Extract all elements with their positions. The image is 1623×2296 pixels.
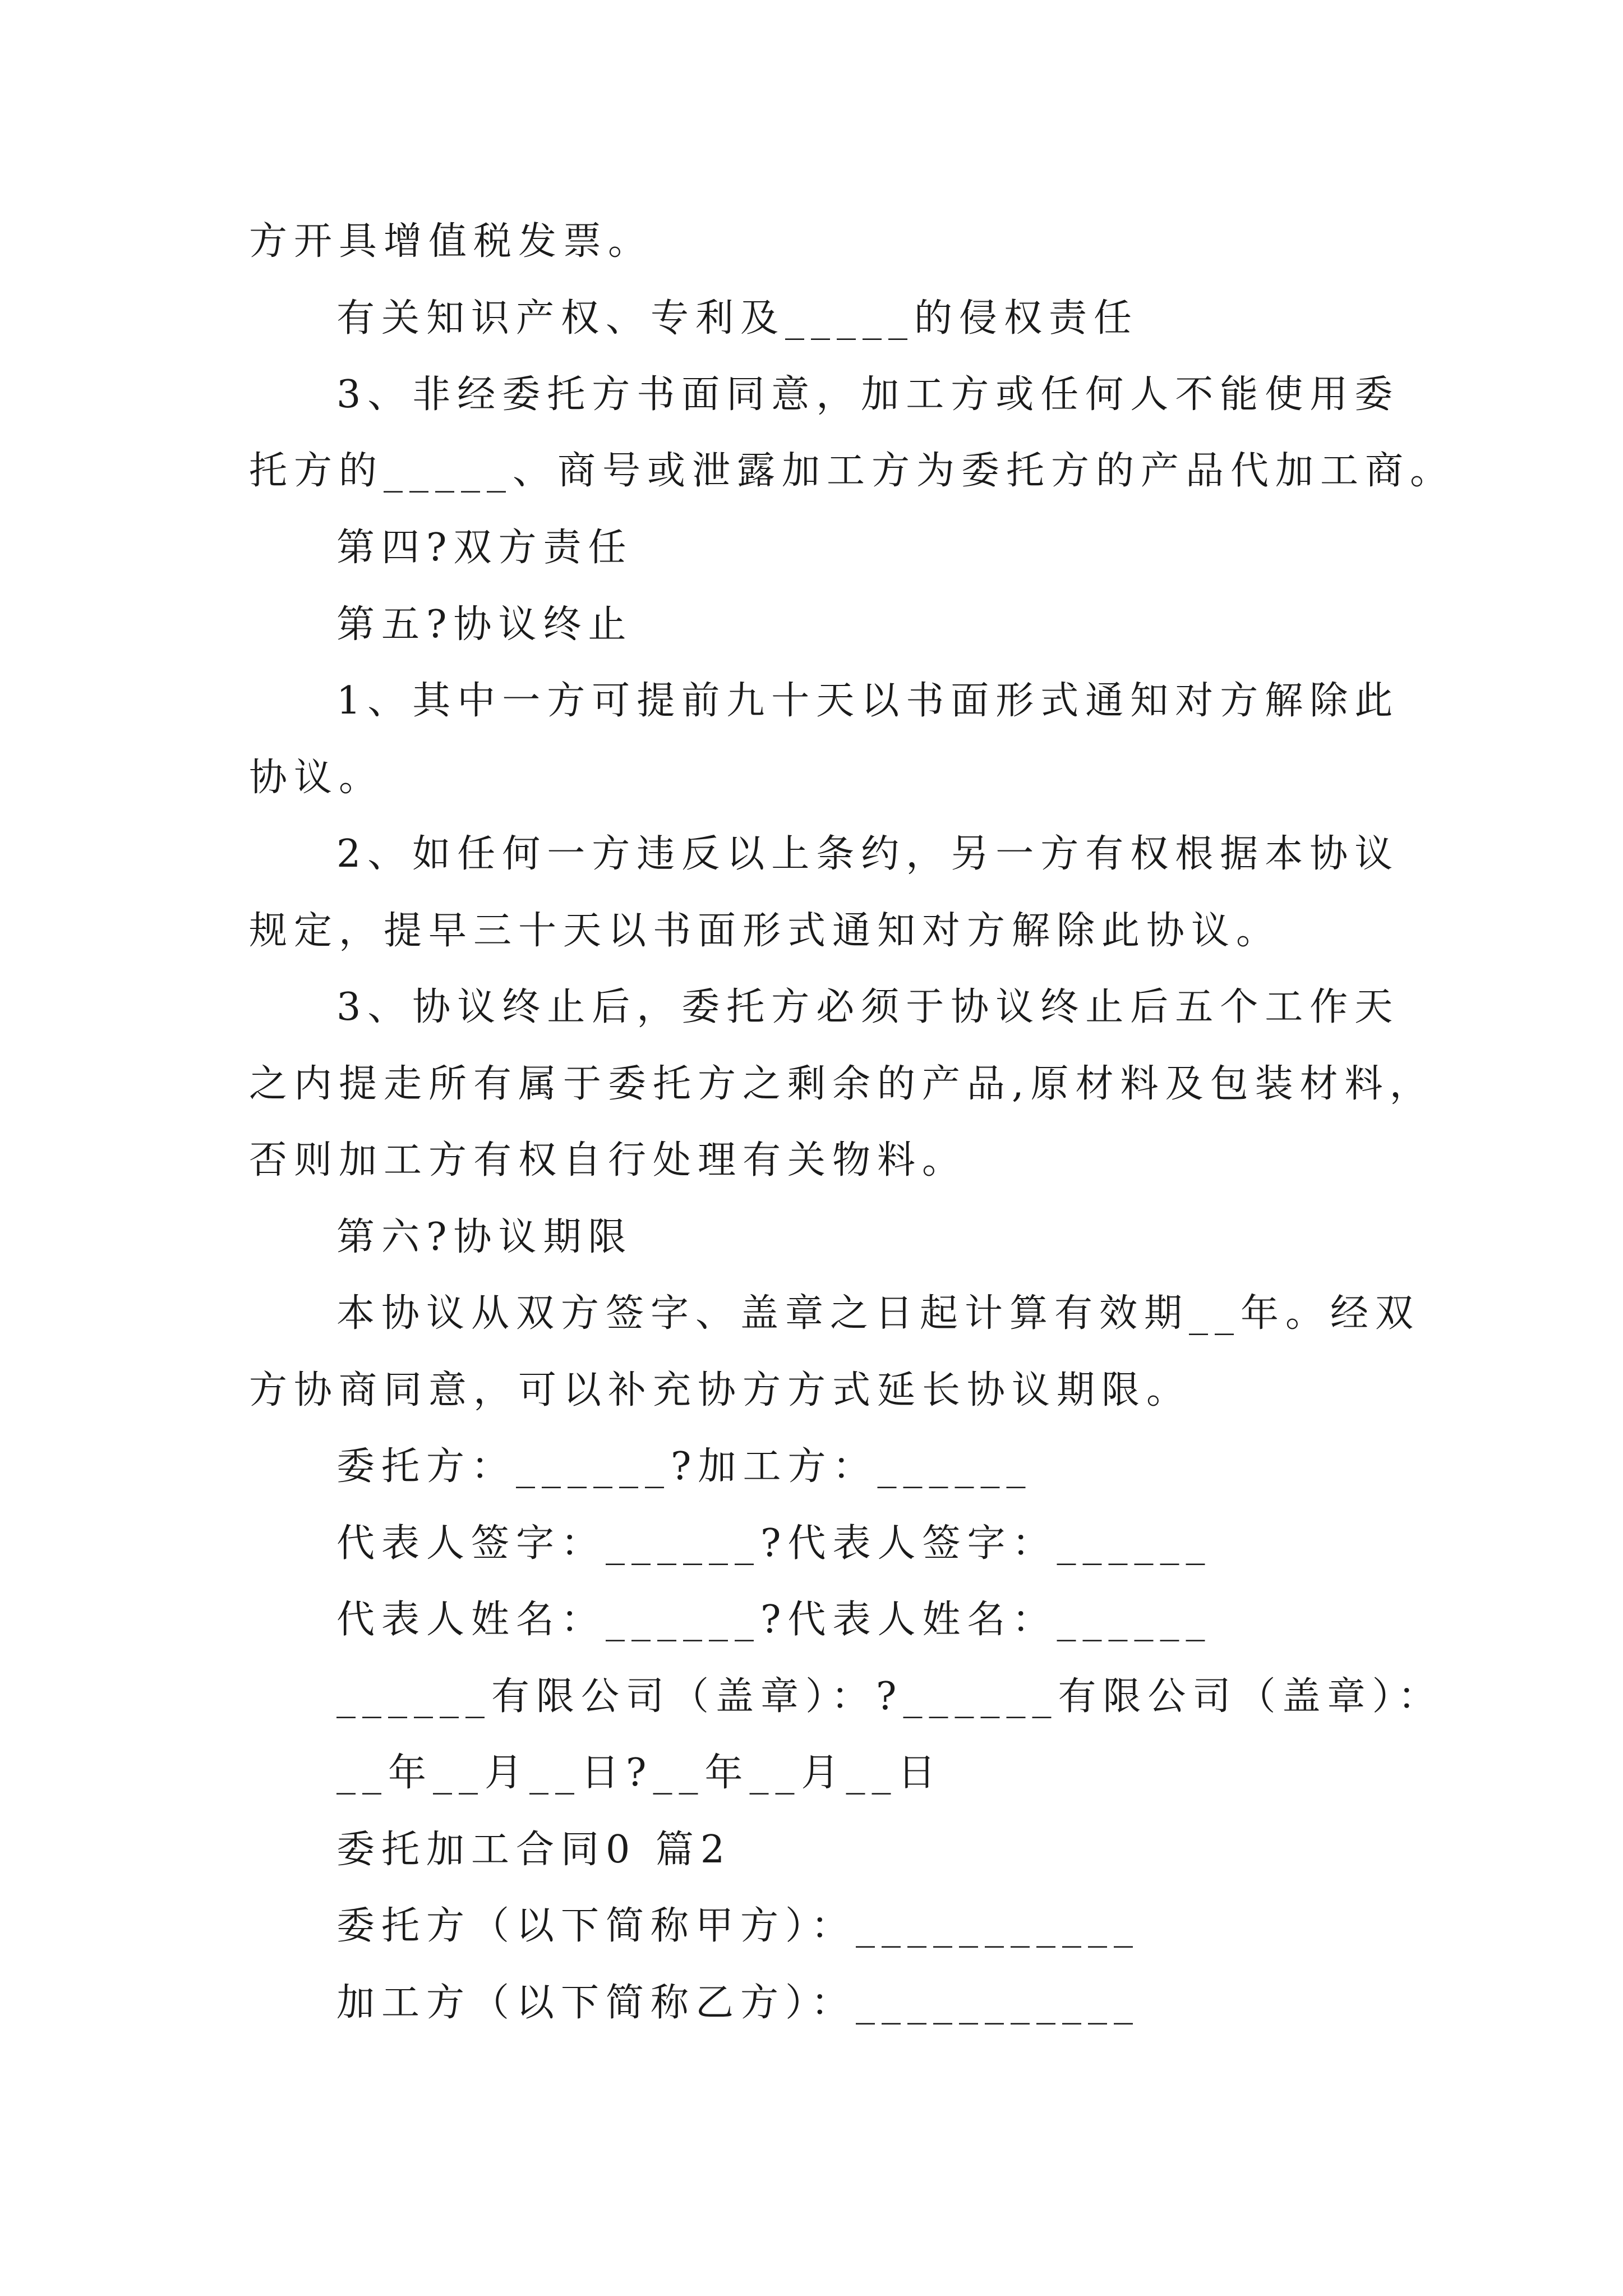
text-line: 规定，提早三十天以书面形式通知对方解除此协议。 (249, 909, 1281, 953)
party-line: 委托方（以下简称甲方）：___________ (336, 1904, 1140, 1948)
text-line: 1、其中一方可提前九十天以书面形式通知对方解除此 (336, 679, 1400, 723)
text-line: 方协商同意，可以补充协方方式延长协议期限。 (249, 1368, 1192, 1412)
section-heading: 第六?协议期限 (336, 1215, 633, 1259)
signature-line: 委托方：______?加工方：______ (336, 1444, 1032, 1489)
contract-title: 委托加工合同0 篇2 (336, 1828, 732, 1872)
signature-line: 代表人签字：______?代表人签字：______ (336, 1521, 1212, 1566)
signature-line: 代表人姓名：______?代表人姓名：______ (336, 1598, 1212, 1642)
text-line: 2、如任何一方违反以上条约，另一方有权根据本协议 (336, 832, 1400, 876)
text-line: 否则加工方有权自行处理有关物料。 (249, 1138, 967, 1182)
text-line: 托方的_____、商号或泄露加工方为委托方的产品代加工商。 (249, 449, 1455, 493)
section-heading: 第五?协议终止 (336, 602, 633, 647)
text-line: 本协议从双方签字、盖章之日起计算有效期__年。经双 (336, 1291, 1421, 1336)
section-heading: 第四?双方责任 (336, 526, 633, 570)
party-line: 加工方（以下简称乙方）：___________ (336, 1981, 1140, 2025)
text-line: 协议。 (249, 756, 384, 800)
text-line: 方开具增值税发票。 (249, 219, 653, 264)
text-line: 有关知识产权、专利及_____的侵权责任 (336, 296, 1139, 341)
text-line: 之内提走所有属于委托方之剩余的产品,原材料及包装材料， (249, 1062, 1435, 1106)
signature-line: ______有限公司（盖章）：?______有限公司（盖章）： (336, 1674, 1443, 1719)
date-line: __年__月__日?__年__月__日 (336, 1751, 943, 1795)
text-line: 3、协议终止后，委托方必须于协议终止后五个工作天 (336, 985, 1400, 1029)
text-line: 3、非经委托方书面同意，加工方或任何人不能使用委 (336, 372, 1400, 417)
